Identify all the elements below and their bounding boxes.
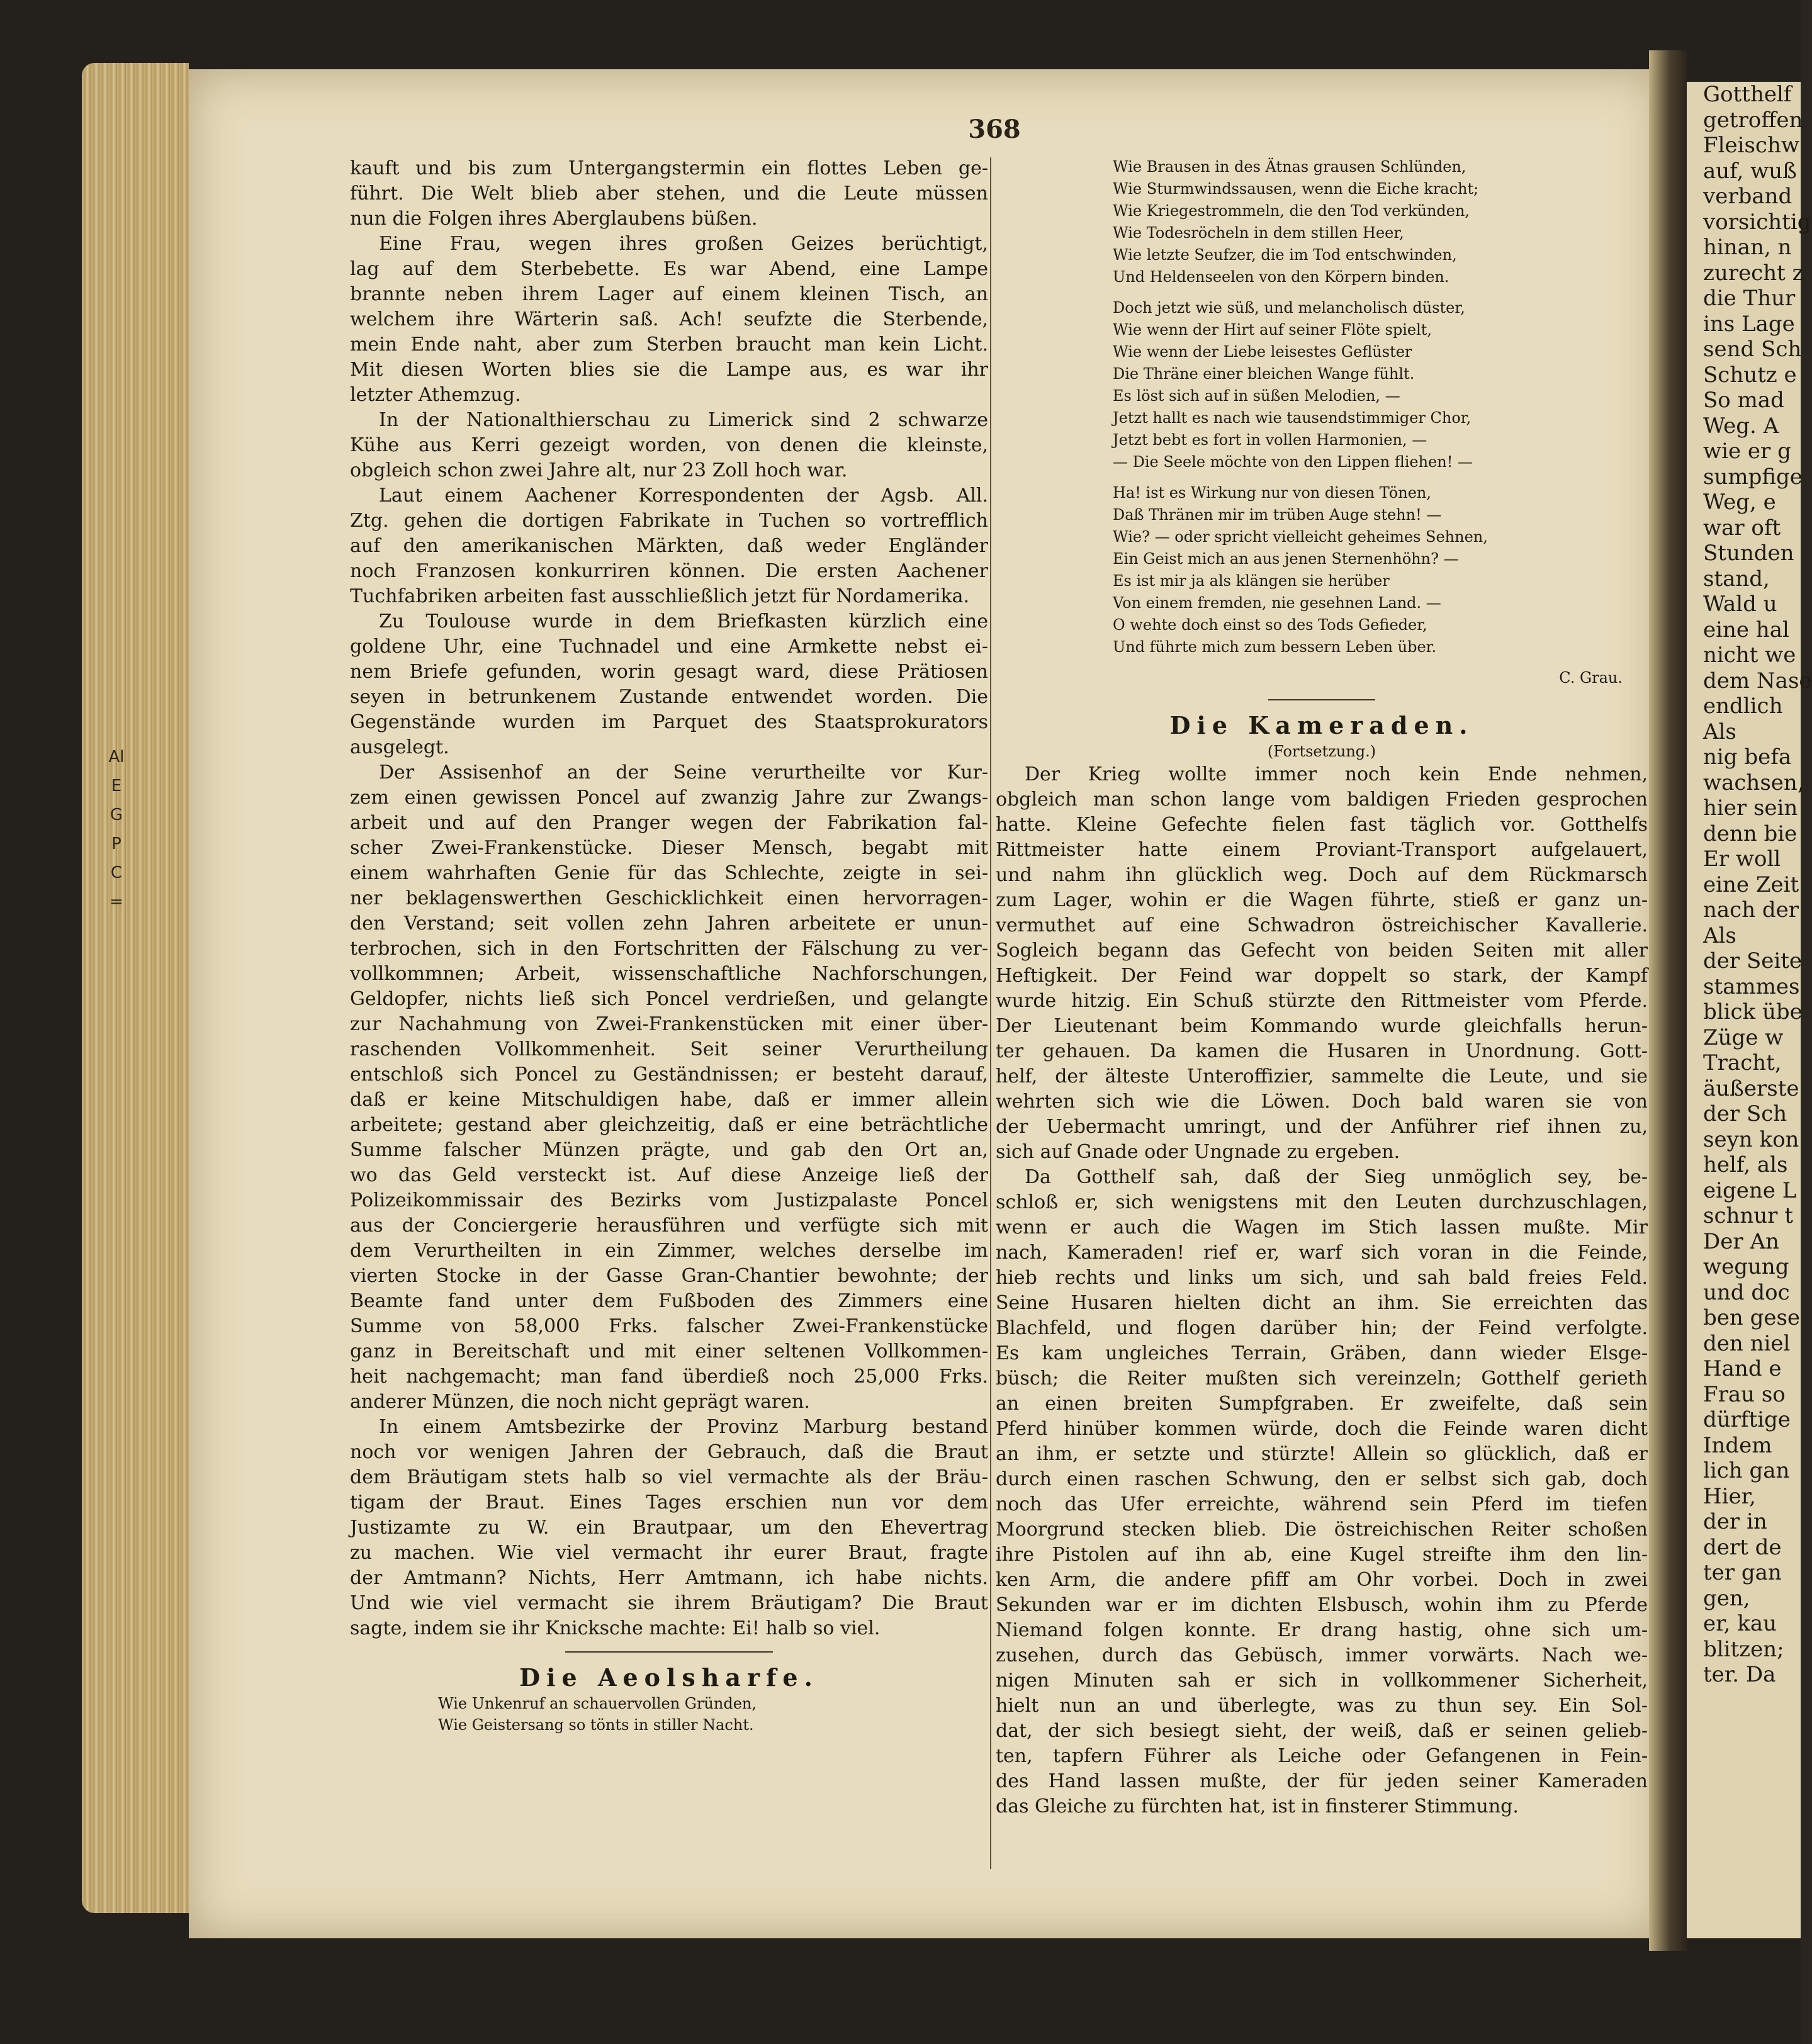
poem-line: Daß Thränen mir im trüben Auge stehn! — [1113,506,1442,524]
facing-page-fragment [1687,82,1812,1938]
text-line: daß er keine Mitschuldigen habe, daß er immer allein [350,1089,988,1111]
text-line: wehrten sich wie die Löwen. Doch bald waren sie von [996,1091,1648,1113]
fragment-line: blitzen; [1703,1636,1784,1662]
fragment-line: dürftige [1703,1407,1791,1432]
poem-line: Wie Sturmwindssausen, wenn die Eiche kracht; [1113,180,1479,198]
poem-line: Wie Brausen in des Ätnas grausen Schlünden, [1113,158,1466,176]
fragment-line: nicht we [1703,643,1796,668]
fragment-line: wachsen, [1703,770,1804,795]
poem-line: Wie? — oder spricht vielleicht geheimes Sehnen, [1113,528,1488,546]
text-line: In der Nationalthierschau zu Limerick sind 2 schwarze [379,409,988,431]
poem-line: Es ist mir ja als klängen sie herüber [1113,572,1390,590]
text-line: an einen breiten Sumpfgraben. Er zweifelte, daß sein [996,1393,1648,1415]
fragment-line: auf, wuß [1703,158,1797,184]
poem-stanza [996,482,1648,658]
text-line: Ztg. gehen die dortigen Fabrikate in Tuchen so vortrefflich [350,510,988,532]
text-line: ken Arm, die andere pfiff am Ohr vorbei. Doch in zwei [996,1569,1648,1591]
fragment-line: stand, [1703,566,1770,592]
fragment-line: Weg. A [1703,413,1779,439]
fragment-line: blick übe [1703,999,1803,1025]
fragment-line: Der An [1703,1228,1779,1254]
text-line: Mit diesen Worten blies sie die Lampe aus, es war ihr [350,359,988,381]
spine-label: P [111,834,121,853]
fragment-line: stammes [1703,974,1800,999]
fragment-line: Wald u [1703,592,1777,617]
text-line: obgleich schon zwei Jahre alt, nur 23 Zoll hoch war. [350,459,848,481]
fragment-line: eine Zeit [1703,872,1799,897]
text-line: terbrochen, sich in den Fortschritten der Fälschung zu ver- [350,938,988,960]
fragment-line: verband [1703,184,1792,209]
article-title: Die Kameraden. [1169,711,1474,739]
text-line: Und wie viel vermacht sie ihrem Bräutigam? Die Braut [350,1592,988,1614]
spine-label: Al [108,748,125,766]
text-line: letzter Athemzug. [350,384,521,406]
text-line: wurde hitzig. Ein Schuß stürzte den Rittmeister vom Pferde. [996,990,1648,1012]
text-line: Niemand folgen konnte. Er drang hastig, ohne sich um- [996,1619,1648,1641]
right-column [996,156,1648,1819]
fragment-line: Hier, [1703,1483,1756,1509]
spine-label: = [110,892,123,911]
text-line: an ihm, er setzte und stürzte! Allein so glücklich, daß er [996,1443,1648,1465]
fragment-line: ben gese [1703,1305,1801,1330]
text-line: tigam der Braut. Eines Tages erschien nun vor dem [350,1491,988,1513]
fragment-line: getroffen [1703,107,1803,133]
fragment-line: Schutz e [1703,362,1797,388]
text-line: des Hand lassen mußte, der für jeden seiner Kameraden [996,1770,1648,1792]
text-line: Beamte fand unter dem Fußboden des Zimmers eine [350,1290,988,1312]
fragment-line: Fleischw [1703,133,1799,158]
poem-line: — Die Seele möchte von den Lippen fliehen! — [1113,453,1473,471]
text-line: Moorgrund stecken blieb. Die östreichischen Reiter schoßen [996,1519,1648,1541]
text-line: vierten Stocke in der Gasse Gran-Chantier bewohnte; der [350,1265,988,1287]
fragment-line: ter. Da [1703,1662,1776,1687]
poem-stanza [996,156,1648,288]
fragment-line: helf, als [1703,1152,1788,1177]
poem-line: Wie wenn der Hirt auf seiner Flöte spielt, [1113,321,1432,339]
text-line: der Uebermacht umringt, und der Anführer rief ihnen zu, [996,1116,1648,1138]
text-line: noch vor wenigen Jahren der Gebrauch, daß die Braut [350,1441,988,1463]
text-line: obgleich man schon lange vom baldigen Frieden gesprochen [996,789,1648,811]
poem-line: Wie Todesröcheln in dem stillen Heer, [1113,224,1404,242]
text-line: entschloß sich Poncel zu Geständnissen; er besteht darauf, [350,1064,988,1086]
text-line: zu machen. Wie viel vermacht ihr eurer Braut, fragte [350,1542,988,1564]
fragment-line: er, kau [1703,1611,1777,1636]
text-line: Der Krieg wollte immer noch kein Ende nehmen, [1025,763,1648,785]
poem-line: Ha! ist es Wirkung nur von diesen Tönen, [1113,484,1432,502]
text-line: noch das Ufer erreichte, während sein Pferd im tiefen [996,1493,1648,1515]
fragment-line: wegung [1703,1254,1789,1279]
fragment-line: Indem [1703,1432,1772,1458]
text-line: brannte neben ihrem Lager auf einem kleinen Tisch, an [350,283,988,305]
text-line: arbeitete; gestand aber gleichzeitig, daß er eine beträchtliche [350,1114,988,1136]
text-line: scher Zwei-Frankenstücke. Dieser Mensch, begabt mit [350,837,988,859]
poem-line: Wie Unkenruf an schauervollen Gründen, [438,1695,757,1712]
fragment-line: lich gan [1703,1458,1790,1483]
text-line: sagte, indem sie ihr Knicksche machte: Ei! halb so viel. [350,1617,881,1639]
text-line: Sekunden war er im dichten Elsbusch, wohin ihm zu Pferde [996,1594,1648,1616]
text-line: hieb rechts und links um sich, und sah bald freies Feld. [996,1267,1648,1289]
text-line: Tuchfabriken arbeiten fast ausschließlich jetzt für Nordamerika. [350,585,970,607]
text-line: dem Bräutigam stets halb so viel vermachte als der Bräu- [350,1466,988,1488]
fragment-line: So mad [1703,388,1784,413]
text-line: ten, tapfern Führer als Leiche oder Gefangenen in Fein- [996,1745,1648,1767]
fragment-line: Als [1703,719,1736,744]
text-line: Der Lieutenant beim Kommando wurde gleichfalls herun- [996,1015,1648,1037]
fragment-line: der in [1703,1509,1767,1534]
poem-line: Doch jetzt wie süß, und melancholisch düster, [1113,299,1465,317]
text-line: Laut einem Aachener Korrespondenten der Agsb. All. [379,485,988,507]
text-line: seyen in betrunkenem Zustande entwendet worden. Die [350,686,988,708]
spine-labels [107,743,126,916]
fragment-line: eigene L [1703,1177,1797,1203]
fragment-line: den niel [1703,1330,1791,1356]
text-line: Summe falscher Münzen prägte, und gab den Ort an, [350,1139,988,1161]
text-line: ter gehauen. Da kamen die Husaren in Unordnung. Gott- [996,1040,1648,1062]
text-line: Der Assisenhof an der Seine verurtheilte vor Kur- [379,761,988,783]
fragment-line: äußerste [1703,1075,1799,1101]
text-line: mein Ende naht, aber zum Sterben braucht man kein Licht. [350,334,988,356]
text-line: lag auf dem Sterbebette. Es war Abend, eine Lampe [350,258,988,280]
text-line: zusehen, durch das Gebüsch, immer vorwärts. Nach we- [996,1644,1648,1666]
poem-title: Die Aeolsharfe. [519,1663,819,1692]
poem-stanza [996,297,1648,473]
book-page-edges [82,63,189,1913]
poem-line: Wie wenn der Liebe leisestes Geflüster [1113,343,1412,361]
fragment-line: dert de [1703,1534,1782,1560]
text-line: Polizeikommissair des Bezirks vom Justizpalaste Poncel [350,1189,988,1211]
text-line: kauft und bis zum Untergangstermin ein flottes Leben ge- [350,157,988,179]
poem-line: Wie letzte Seufzer, die im Tod entschwinden, [1113,246,1457,264]
fragment-line: hinan, n [1703,235,1792,260]
text-line: nach, Kameraden! rief er, warf sich voran in die Feinde, [996,1242,1648,1264]
fragment-line: Frau so [1703,1381,1786,1407]
fragment-line: Tracht, [1703,1050,1782,1075]
fragment-line: eine hal [1703,617,1789,643]
text-line: aus der Conciergerie herausführen und verfügte sich mit [350,1215,988,1237]
text-line: anderer Münzen, die noch nicht geprägt waren. [350,1391,810,1413]
fragment-line: ter gan [1703,1560,1782,1585]
text-line: und nahm ihn glücklich weg. Doch auf dem Rückmarsch [996,864,1648,886]
poem-signature: C. Grau. [1559,669,1623,687]
text-line: vermuthet auf eine Schwadron östreichischer Kavallerie. [996,914,1648,936]
fragment-line: sumpfige [1703,464,1803,490]
text-line: büsch; die Reiter mußten sich vereinzeln; Gotthelf gerieth [996,1367,1648,1390]
text-line: sich auf Gnade oder Ungnade zu ergeben. [996,1141,1400,1163]
poem-continuation [996,156,1648,658]
text-line: Zu Toulouse wurde in dem Briefkasten kürzlich eine [379,610,988,632]
text-line: nigen Minuten sah er sich in vollkommener Sicherheit, [996,1670,1648,1692]
text-line: Gegenstände wurden im Parquet des Staatsprokurators [350,711,988,733]
book-gutter [1649,50,1687,1951]
text-line: wo das Geld versteckt ist. Auf diese Anzeige ließ der [350,1164,988,1186]
text-line: hielt nun an und überlegte, was zu thun sey. Ein Sol- [996,1695,1648,1717]
fragment-line: nig befa [1703,744,1792,770]
text-line: einem wahrhaften Genie für das Schlechte, zeigte in sei- [350,862,988,884]
text-line: vollkommnen; Arbeit, wissenschaftliche Nachforschungen, [350,963,988,985]
text-line: Seine Husaren hielten dicht an ihm. Sie erreichten das [996,1292,1648,1314]
poem-line: Wie Kriegestrommeln, die den Tod verkünden, [1113,202,1470,220]
poem-line: Wie Geistersang so tönts in stiller Nacht. [438,1716,754,1734]
page-number: 368 [968,115,1021,144]
text-line: arbeit und auf den Pranger wegen der Fabrikation fal- [350,812,988,834]
fragment-line: der Sch [1703,1101,1787,1126]
fragment-line: ins Lage [1703,311,1795,337]
poem-line: Und Heldenseelen von den Körpern binden. [1113,268,1449,286]
fragment-line: seyn kon [1703,1126,1799,1152]
left-column-text [350,156,988,1641]
text-line: heit nachgemacht; man fand überdieß noch 25,000 Frks. [350,1366,988,1388]
left-column [350,156,988,1736]
text-line: zem einen gewissen Poncel auf zwanzig Jahre zur Zwangs- [350,787,988,809]
text-line: goldene Uhr, eine Tuchnadel und eine Armkette nebst ei- [350,636,988,658]
fragment-line: vorsichtig [1703,209,1811,235]
fragment-line: und doc [1703,1279,1790,1305]
text-line: ausgelegt. [350,736,449,758]
fragment-line: Hand e [1703,1356,1782,1381]
poem-line: Jetzt bebt es fort in vollen Harmonien, — [1113,431,1427,449]
spine-label: E [111,777,122,795]
text-line: Pferd hinüber kommen würde, doch die Feinde waren dicht [996,1418,1648,1440]
fragment-line: denn bie [1703,821,1798,846]
text-line: das Gleiche zu fürchten hat, ist in finsterer Stimmung. [996,1795,1519,1817]
text-line: zur Nachahmung von Zwei-Frankenstücken mit einer über- [350,1013,988,1035]
text-line: Da Gotthelf sah, daß der Sieg unmöglich sey, be- [1025,1166,1648,1188]
text-line: Kühe aus Kerri gezeigt worden, von denen die kleinste, [350,434,988,456]
text-line: dat, der sich besiegt sieht, der weiß, daß er seinen gelieb- [996,1720,1648,1742]
text-line: zum Lager, wohin er die Wagen führte, stieß er ganz un- [996,889,1648,911]
poem-line: Von einem fremden, nie gesehnen Land. — [1113,594,1441,612]
text-line: Eine Frau, wegen ihres großen Geizes berüchtigt, [379,233,988,255]
text-line: Heftigkeit. Der Feind war doppelt so stark, der Kampf [996,965,1648,987]
text-line: durch einen raschen Schwung, den er selbst sich gab, doch [996,1468,1648,1490]
fragment-line: Als [1703,923,1736,948]
text-line: noch Franzosen konkurriren können. Die ersten Aachener [350,560,988,582]
text-line: helf, der älteste Unteroffizier, sammelte die Leute, und sie [996,1065,1648,1087]
fragment-line: Züge w [1703,1025,1784,1050]
fragment-line: Er woll [1703,846,1781,872]
poem-line: Ein Geist mich an aus jenen Sternenhöhn? — [1113,550,1459,568]
fragment-line: hier sein [1703,795,1798,821]
fragment-line: send Sch [1703,337,1802,362]
text-line: hatte. Kleine Gefechte fielen fast täglich vor. Gotthelfs [996,814,1648,836]
fragment-line: die Thur [1703,286,1796,311]
text-line: Rittmeister hatte einem Proviant-Transport aufgelauert, [996,839,1648,861]
fragment-line: nach der [1703,897,1799,923]
text-line: ner beklagenswerthen Geschicklichkeit einen hervorragen- [350,887,988,909]
text-line: nem Briefe gefunden, worin gesagt ward, diese Prätiosen [350,661,988,683]
fragment-line: war oft [1703,515,1781,541]
fragment-line: schnur t [1703,1203,1793,1228]
poem-line: Jetzt hallt es nach wie tausendstimmiger Chor, [1113,409,1472,427]
text-line: ganz in Bereitschaft und mit einer seltenen Vollkommen- [350,1340,988,1362]
text-line: Summe von 58,000 Frks. falscher Zwei-Frankenstücke [350,1315,988,1337]
text-line: Justizamte zu W. ein Brautpaar, um den Ehevertrag [350,1517,988,1539]
fragment-line: wie er g [1703,439,1791,464]
text-line: wenn er auch die Wagen im Stich lassen mußte. Mir [996,1216,1648,1238]
article-text [996,762,1648,1819]
text-line: ihre Pistolen auf ihn ab, eine Kugel streifte ihm den lin- [996,1544,1648,1566]
text-line: Geldopfer, nichts ließ sich Poncel verdrießen, und gelangte [350,988,988,1010]
spine-label: G [110,806,123,824]
text-line: Es kam ungleiches Terrain, Gräben, dann wieder Elsge- [996,1342,1648,1364]
poem-opening [350,1693,988,1736]
poem-line: Und führte mich zum bessern Leben über. [1113,638,1437,656]
text-line: Blachfeld, und flogen darüber hin; der Feind verfolgte. [996,1317,1648,1339]
section-rule [1268,699,1375,700]
poem-line: Die Thräne einer bleichen Wange fühlt. [1113,365,1415,383]
fragment-line: dem Nase [1703,668,1812,694]
text-line: nun die Folgen ihres Aberglaubens büßen. [350,208,758,230]
section-rule [565,1651,773,1653]
spine-label: C [110,863,123,882]
fragment-line: endlich [1703,694,1783,719]
text-line: schloß er, sich wenigstens mit den Leuten durchzuschlagen, [996,1191,1648,1213]
text-line: führt. Die Welt blieb aber stehen, und die Leute müssen [350,182,988,205]
fragment-line: gen, [1703,1585,1750,1611]
text-line: In einem Amtsbezirke der Provinz Marburg bestand [379,1416,988,1438]
text-line: dem Verurtheilten in ein Zimmer, welches derselbe im [350,1240,988,1262]
text-line: den Verstand; seit vollen zehn Jahren arbeitete er unun- [350,912,988,935]
fragment-line: der Seite [1703,948,1803,974]
column-divider [990,157,991,1869]
fragment-line: zurecht z [1703,260,1804,286]
text-line: der Amtmann? Nichts, Herr Amtmann, ich habe nichts. [350,1567,988,1589]
text-line: auf den amerikanischen Märkten, daß weder Engländer [350,535,988,557]
text-line: welchem ihre Wärterin saß. Ach! seufzte die Sterbende, [350,308,988,330]
article-subtitle: (Fortsetzung.) [1267,743,1376,760]
fragment-line: Stunden [1703,541,1794,566]
text-line: Sogleich begann das Gefecht von beiden Seiten mit aller [996,940,1648,962]
fragment-line: Gotthelf [1703,82,1792,107]
fragment-line: Weg, e [1703,490,1776,515]
poem-line: Es löst sich auf in süßen Melodien, — [1113,387,1400,405]
text-line: raschenden Vollkommenheit. Seit seiner Verurtheilung [350,1038,988,1060]
poem-line: O wehte doch einst so des Tods Gefieder, [1113,616,1427,634]
